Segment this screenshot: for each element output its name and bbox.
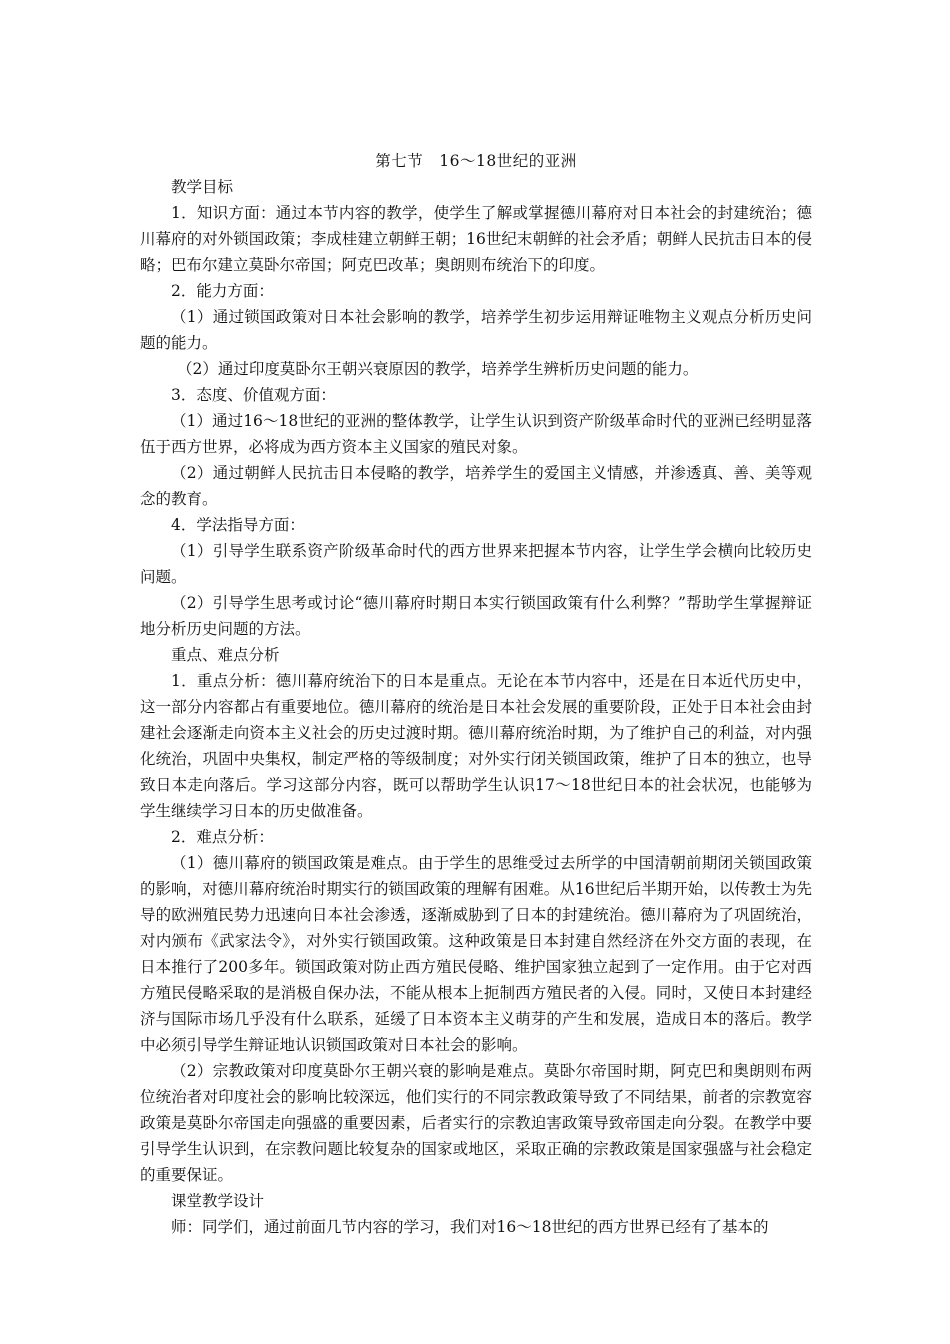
paragraph: （1）引导学生联系资产阶级革命时代的西方世界来把握本节内容，让学生学会横向比较历史问题。	[140, 542, 812, 586]
section-heading-analysis: 重点、难点分析	[171, 646, 280, 664]
paragraph: （1）德川幕府的锁国政策是难点。由于学生的思维受过去所学的中国清朝前期闭关锁国政策的影响，对德川幕府统治时期实行的锁国政策的理解有困难。从16世纪后半期开始，以传教士为先导的欧洲殖民势力迅速向日本社会渗透，逐渐威胁到了日本的封建统治。德川幕府为了巩固统治，对内颁布《武家法令》，对外实行锁国政策。这种政策是日本封建自然经济在外交方面的表现，在日本推行了200多年。锁国政策对防止西方殖民侵略、维护国家独立起到了一定作用。由于它对西方殖民侵略采取的是消极自保办法，不能从根本上扼制西方殖民者的入侵。同时，又使日本封建经济与国际市场几乎没有什么联系，延缓了日本资本主义萌芽的产生和发展，造成日本的落后。教学中必须引导学生辩证地认识锁国政策对日本社会的影响。	[140, 854, 812, 1054]
paragraph: 2．难点分析：	[171, 828, 274, 846]
paragraph: 3．态度、价值观方面：	[171, 386, 336, 404]
page-title: 第七节 16～18世纪的亚洲	[375, 152, 577, 170]
paragraph: （2）通过朝鲜人民抗击日本侵略的教学，培养学生的爱国主义情感，并渗透真、善、美等观念的教育。	[140, 464, 812, 508]
paragraph: （1）通过锁国政策对日本社会影响的教学，培养学生初步运用辩证唯物主义观点分析历史问题的能力。	[140, 308, 812, 352]
document-page	[140, 148, 812, 1240]
section-heading-design: 课堂教学设计	[171, 1192, 265, 1210]
paragraph: 1．重点分析：德川幕府统治下的日本是重点。无论在本节内容中，还是在日本近代历史中，这一部分内容都占有重要地位。德川幕府的统治是日本社会发展的重要阶段，正处于日本社会由封建社会逐渐走向资本主义社会的历史过渡时期。德川幕府统治时期，为了维护自己的利益，对内强化统治，巩固中央集权，制定严格的等级制度；对外实行闭关锁国政策，维护了日本的独立，也导致日本走向落后。学习这部分内容，既可以帮助学生认识17～18世纪日本的社会状况，也能够为学生继续学习日本的历史做准备。	[140, 672, 812, 820]
paragraph: （2）通过印度莫卧尔王朝兴衰原因的教学，培养学生辨析历史问题的能力。	[177, 360, 699, 378]
section-heading-objectives: 教学目标	[171, 178, 234, 196]
paragraph: （1）通过16～18世纪的亚洲的整体教学，让学生认识到资产阶级革命时代的亚洲已经明显落伍于西方世界，必将成为西方资本主义国家的殖民对象。	[140, 412, 812, 456]
paragraph: 1．知识方面：通过本节内容的教学，使学生了解或掌握德川幕府对日本社会的封建统治；德川幕府的对外锁国政策；李成桂建立朝鲜王朝；16世纪末朝鲜的社会矛盾；朝鲜人民抗击日本的侵略；巴布尔建立莫卧尔帝国；阿克巴改革；奥朗则布统治下的印度。	[140, 204, 812, 274]
paragraph: （2）宗教政策对印度莫卧尔王朝兴衰的影响是难点。莫卧尔帝国时期，阿克巴和奥朗则布两位统治者对印度社会的影响比较深远，他们实行的不同宗教政策导致了不同结果，前者的宗教宽容政策是莫卧尔帝国走向强盛的重要因素，后者实行的宗教迫害政策导致帝国走向分裂。在教学中要引导学生认识到，在宗教问题比较复杂的国家或地区，采取正确的宗教政策是国家强盛与社会稳定的重要保证。	[140, 1062, 812, 1184]
paragraph: 4．学法指导方面：	[171, 516, 305, 534]
paragraph: 2．能力方面：	[171, 282, 274, 300]
paragraph: （2）引导学生思考或讨论“德川幕府时期日本实行锁国政策有什么利弊？”帮助学生掌握辩证地分析历史问题的方法。	[140, 594, 812, 638]
paragraph: 师：同学们，通过前面几节内容的学习，我们对16～18世纪的西方世界已经有了基本的	[171, 1218, 769, 1236]
